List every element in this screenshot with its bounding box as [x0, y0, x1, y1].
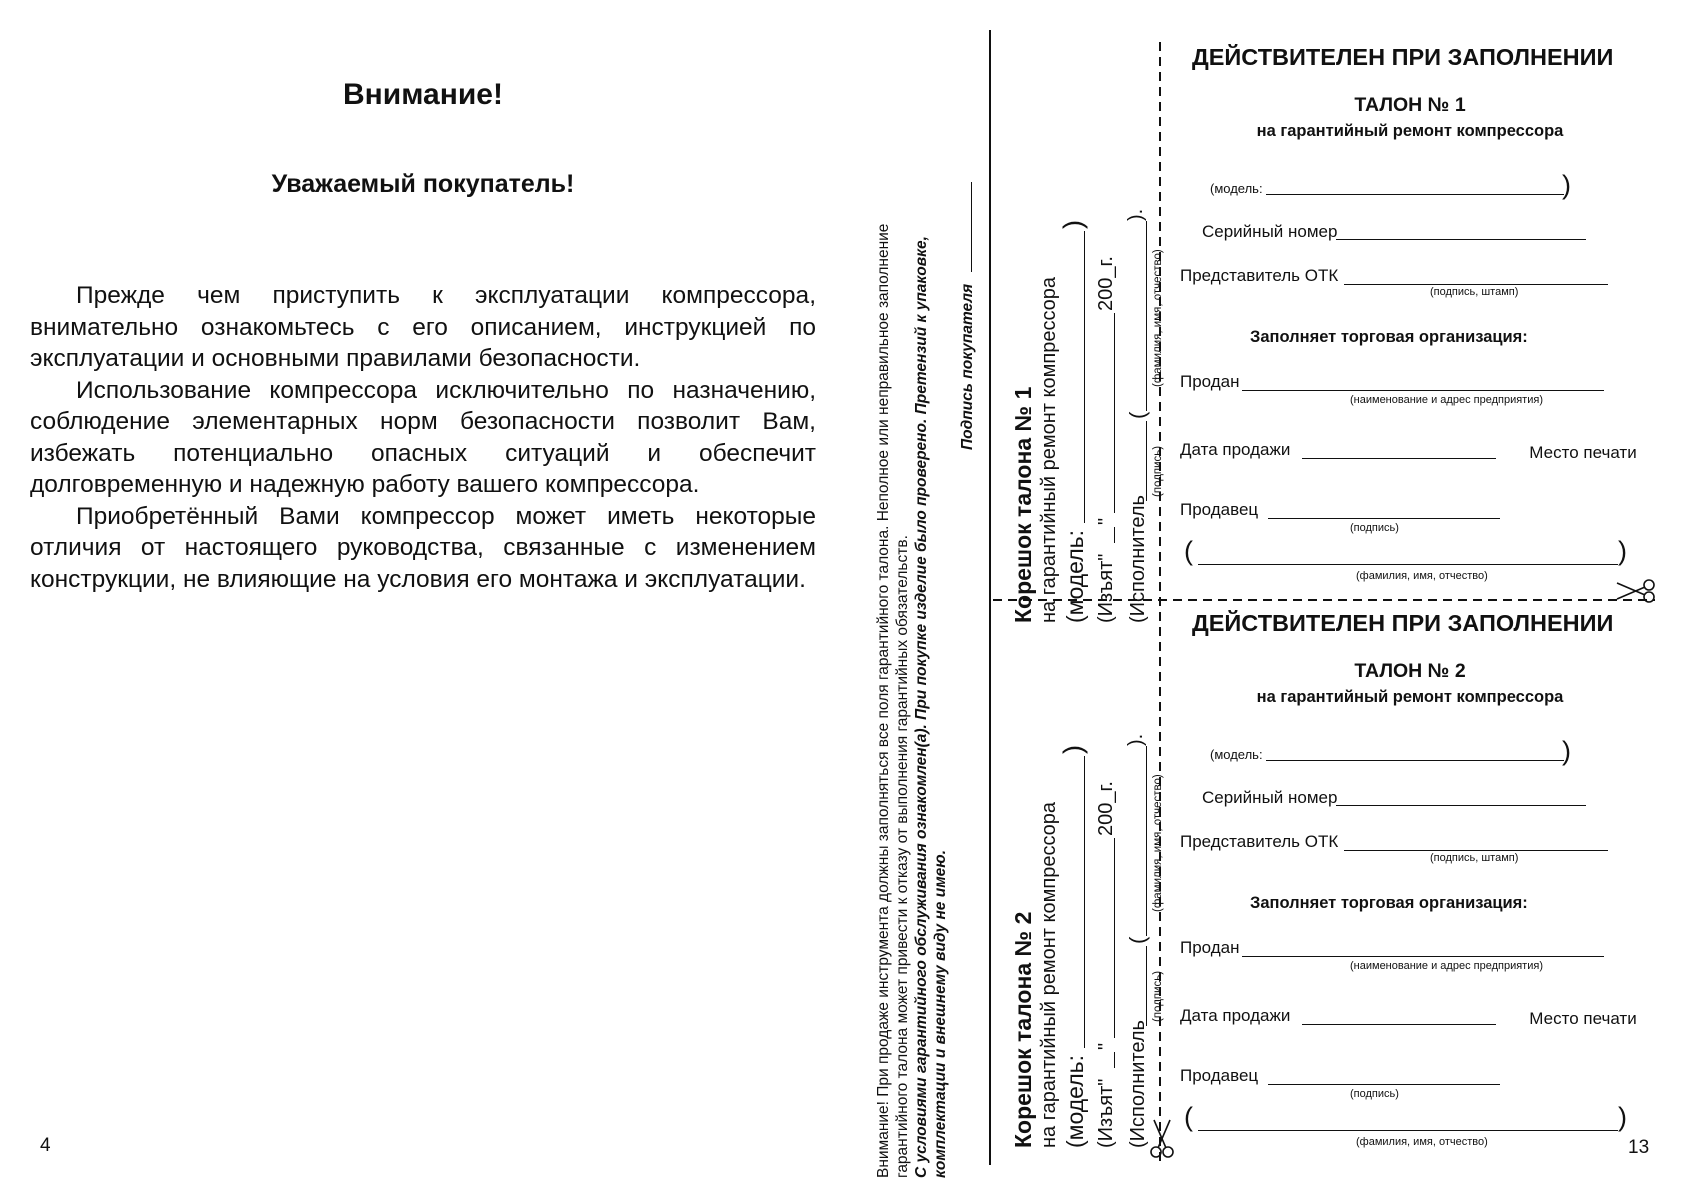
stub-model-close: )	[1058, 220, 1088, 229]
stub-executor-line	[1146, 421, 1147, 501]
signature-line	[956, 182, 972, 272]
stub-executor-label: (Исполнитель	[1127, 1020, 1149, 1148]
stub-day-line	[1114, 527, 1115, 543]
page-number-right: 13	[1628, 1137, 1650, 1158]
seller-label: Продавец	[1180, 1066, 1259, 1085]
fio-line	[1198, 1130, 1618, 1131]
fio-line	[1198, 564, 1618, 565]
coupon-1	[1160, 44, 1680, 604]
stub-quote: "	[1095, 1042, 1117, 1050]
coupon-subtitle: на гарантийный ремонт компрессора	[1256, 122, 1564, 140]
sold-line	[1242, 390, 1604, 391]
sold-label: Продан	[1180, 372, 1240, 391]
stub-month-line	[1114, 313, 1115, 513]
otk-hint: (подпись, штамп)	[1430, 286, 1519, 298]
stub-title: Корешок талона № 1	[1010, 386, 1036, 623]
stub-subtitle: на гарантийный ремонт компрессора	[1038, 801, 1060, 1148]
stamp-place: Место печати	[1529, 443, 1637, 462]
stub-day-line	[1114, 1052, 1115, 1068]
paragraph: Прежде чем приступить к эксплуатации компрессора, внимательно ознакомьтесь с его описанием, инструкцией по эксплуатации и основными правилами безопасности.	[30, 282, 816, 372]
rotated-strip	[860, 28, 1190, 1178]
stub-withdrawn-label: (Изъят"	[1095, 1078, 1117, 1148]
notice-line-3: С условиями гарантийного обслуживания ознакомлен(а). При покупке изделие было проверено. Претензий к упаковке,	[913, 236, 930, 1178]
greeting: Уважаемый покупатель!	[271, 170, 575, 198]
seller-label: Продавец	[1180, 500, 1259, 519]
sale-date-line	[1302, 458, 1496, 459]
signature-row	[956, 182, 977, 450]
fio-close-paren: )	[1618, 536, 1627, 566]
org-heading: Заполняет торговая организация:	[1250, 328, 1528, 346]
fio-close-paren: )	[1618, 1102, 1627, 1132]
stub-executor-label: (Исполнитель	[1127, 495, 1149, 623]
stub-executor-line	[1146, 946, 1147, 1026]
paragraph: Использование компрессора исключительно по назначению, соблюдение элементарных норм безопасности позволит Вам, избежать потенциально опасных ситуаций и обеспечит долговременную и надежную работу вашего компрессора.	[30, 376, 816, 498]
stub-model-line	[1084, 756, 1085, 1048]
coupon-model-label: (модель:	[1210, 747, 1263, 762]
page-title: Внимание!	[343, 78, 503, 111]
stub-model-line	[1084, 231, 1085, 523]
notice-line-4: комплектации и внешнему виду не имею.	[932, 850, 949, 1178]
page-number-left: 4	[40, 1135, 51, 1156]
stub-fio-hint: (фамилия, имя, отчество)	[1152, 774, 1164, 912]
coupon-valid-heading: ДЕЙСТВИТЕЛЕН ПРИ ЗАПОЛНЕНИИ	[1192, 44, 1614, 70]
coupon-model-close: )	[1562, 170, 1571, 200]
stub-open-paren: (	[1125, 411, 1150, 419]
otk-label: Представитель ОТК	[1180, 266, 1339, 285]
stub-period: ).	[1125, 208, 1147, 221]
coupon-model-close: )	[1562, 736, 1571, 766]
otk-line	[1344, 284, 1608, 285]
paragraph: Приобретённый Вами компрессор может иметь некоторые отличия от настоящего руководства, связанные с изменением конструкции, не влияющие на условия его монтажа и эксплуатации.	[30, 502, 816, 593]
sale-date-label: Дата продажи	[1180, 440, 1291, 459]
sold-hint: (наименование и адрес предприятия)	[1350, 960, 1543, 972]
serial-line	[1336, 239, 1586, 240]
stub-period: ).	[1125, 733, 1147, 746]
coupon-valid-heading: ДЕЙСТВИТЕЛЕН ПРИ ЗАПОЛНЕНИИ	[1192, 610, 1614, 636]
coupon-subtitle: на гарантийный ремонт компрессора	[1256, 688, 1564, 706]
sale-date-line	[1302, 1024, 1496, 1025]
coupon-2	[1160, 610, 1680, 1170]
signature-label: Подпись покупателя	[959, 283, 976, 450]
coupon-number: ТАЛОН № 1	[1354, 94, 1466, 116]
stub-name-line	[1146, 746, 1147, 936]
fio-open-paren: (	[1184, 1102, 1193, 1132]
stub-model-close: )	[1058, 745, 1088, 754]
serial-label: Серийный номер	[1202, 222, 1338, 241]
seller-line	[1268, 1084, 1500, 1085]
stub-signature-hint: (подпись)	[1152, 970, 1164, 1022]
stub-fio-hint: (фамилия, имя, отчество)	[1152, 249, 1164, 387]
sale-date-label: Дата продажи	[1180, 1006, 1291, 1025]
sold-hint: (наименование и адрес предприятия)	[1350, 394, 1543, 406]
fio-open-paren: (	[1184, 536, 1193, 566]
otk-label: Представитель ОТК	[1180, 832, 1339, 851]
stub-year: 200_г.	[1095, 256, 1117, 311]
stamp-place: Место печати	[1529, 1009, 1637, 1028]
sold-line	[1242, 956, 1604, 957]
scissors-icon	[1615, 577, 1659, 605]
otk-line	[1344, 850, 1608, 851]
coupon-model-line	[1266, 760, 1564, 761]
seller-hint: (подпись)	[1350, 522, 1399, 534]
org-heading: Заполняет торговая организация:	[1250, 894, 1528, 912]
stub-model-label: (модель:	[1062, 1055, 1088, 1148]
stub-signature-hint: (подпись)	[1152, 445, 1164, 497]
stub-title: Корешок талона № 2	[1010, 911, 1036, 1148]
coupon-number: ТАЛОН № 2	[1354, 660, 1466, 682]
stub-quote: "	[1095, 517, 1117, 525]
serial-label: Серийный номер	[1202, 788, 1338, 807]
stub-subtitle: на гарантийный ремонт компрессора	[1038, 276, 1060, 623]
fio-hint: (фамилия, имя, отчество)	[1356, 1136, 1488, 1148]
stub-year: 200_г.	[1095, 781, 1117, 836]
stub-month-line	[1114, 838, 1115, 1038]
stub-model-label: (модель:	[1062, 530, 1088, 623]
sold-label: Продан	[1180, 938, 1240, 957]
scissors-icon	[1148, 1118, 1176, 1162]
coupon-model-line	[1266, 194, 1564, 195]
stub-withdrawn-label: (Изъят"	[1095, 553, 1117, 623]
serial-line	[1336, 805, 1586, 806]
stub-name-line	[1146, 221, 1147, 411]
fio-hint: (фамилия, имя, отчество)	[1356, 570, 1488, 582]
notice-line-2: гарантийного талона может привести к отказу от выполнения гарантийных обязательств.	[894, 535, 911, 1178]
notice-line-1: Внимание! При продаже инструмента должны заполняться все поля гарантийного талона. Неполное или неправильное заполнение	[875, 223, 892, 1178]
otk-hint: (подпись, штамп)	[1430, 852, 1519, 864]
seller-line	[1268, 518, 1500, 519]
stub-open-paren: (	[1125, 936, 1150, 944]
seller-hint: (подпись)	[1350, 1088, 1399, 1100]
coupon-model-label: (модель:	[1210, 181, 1263, 196]
